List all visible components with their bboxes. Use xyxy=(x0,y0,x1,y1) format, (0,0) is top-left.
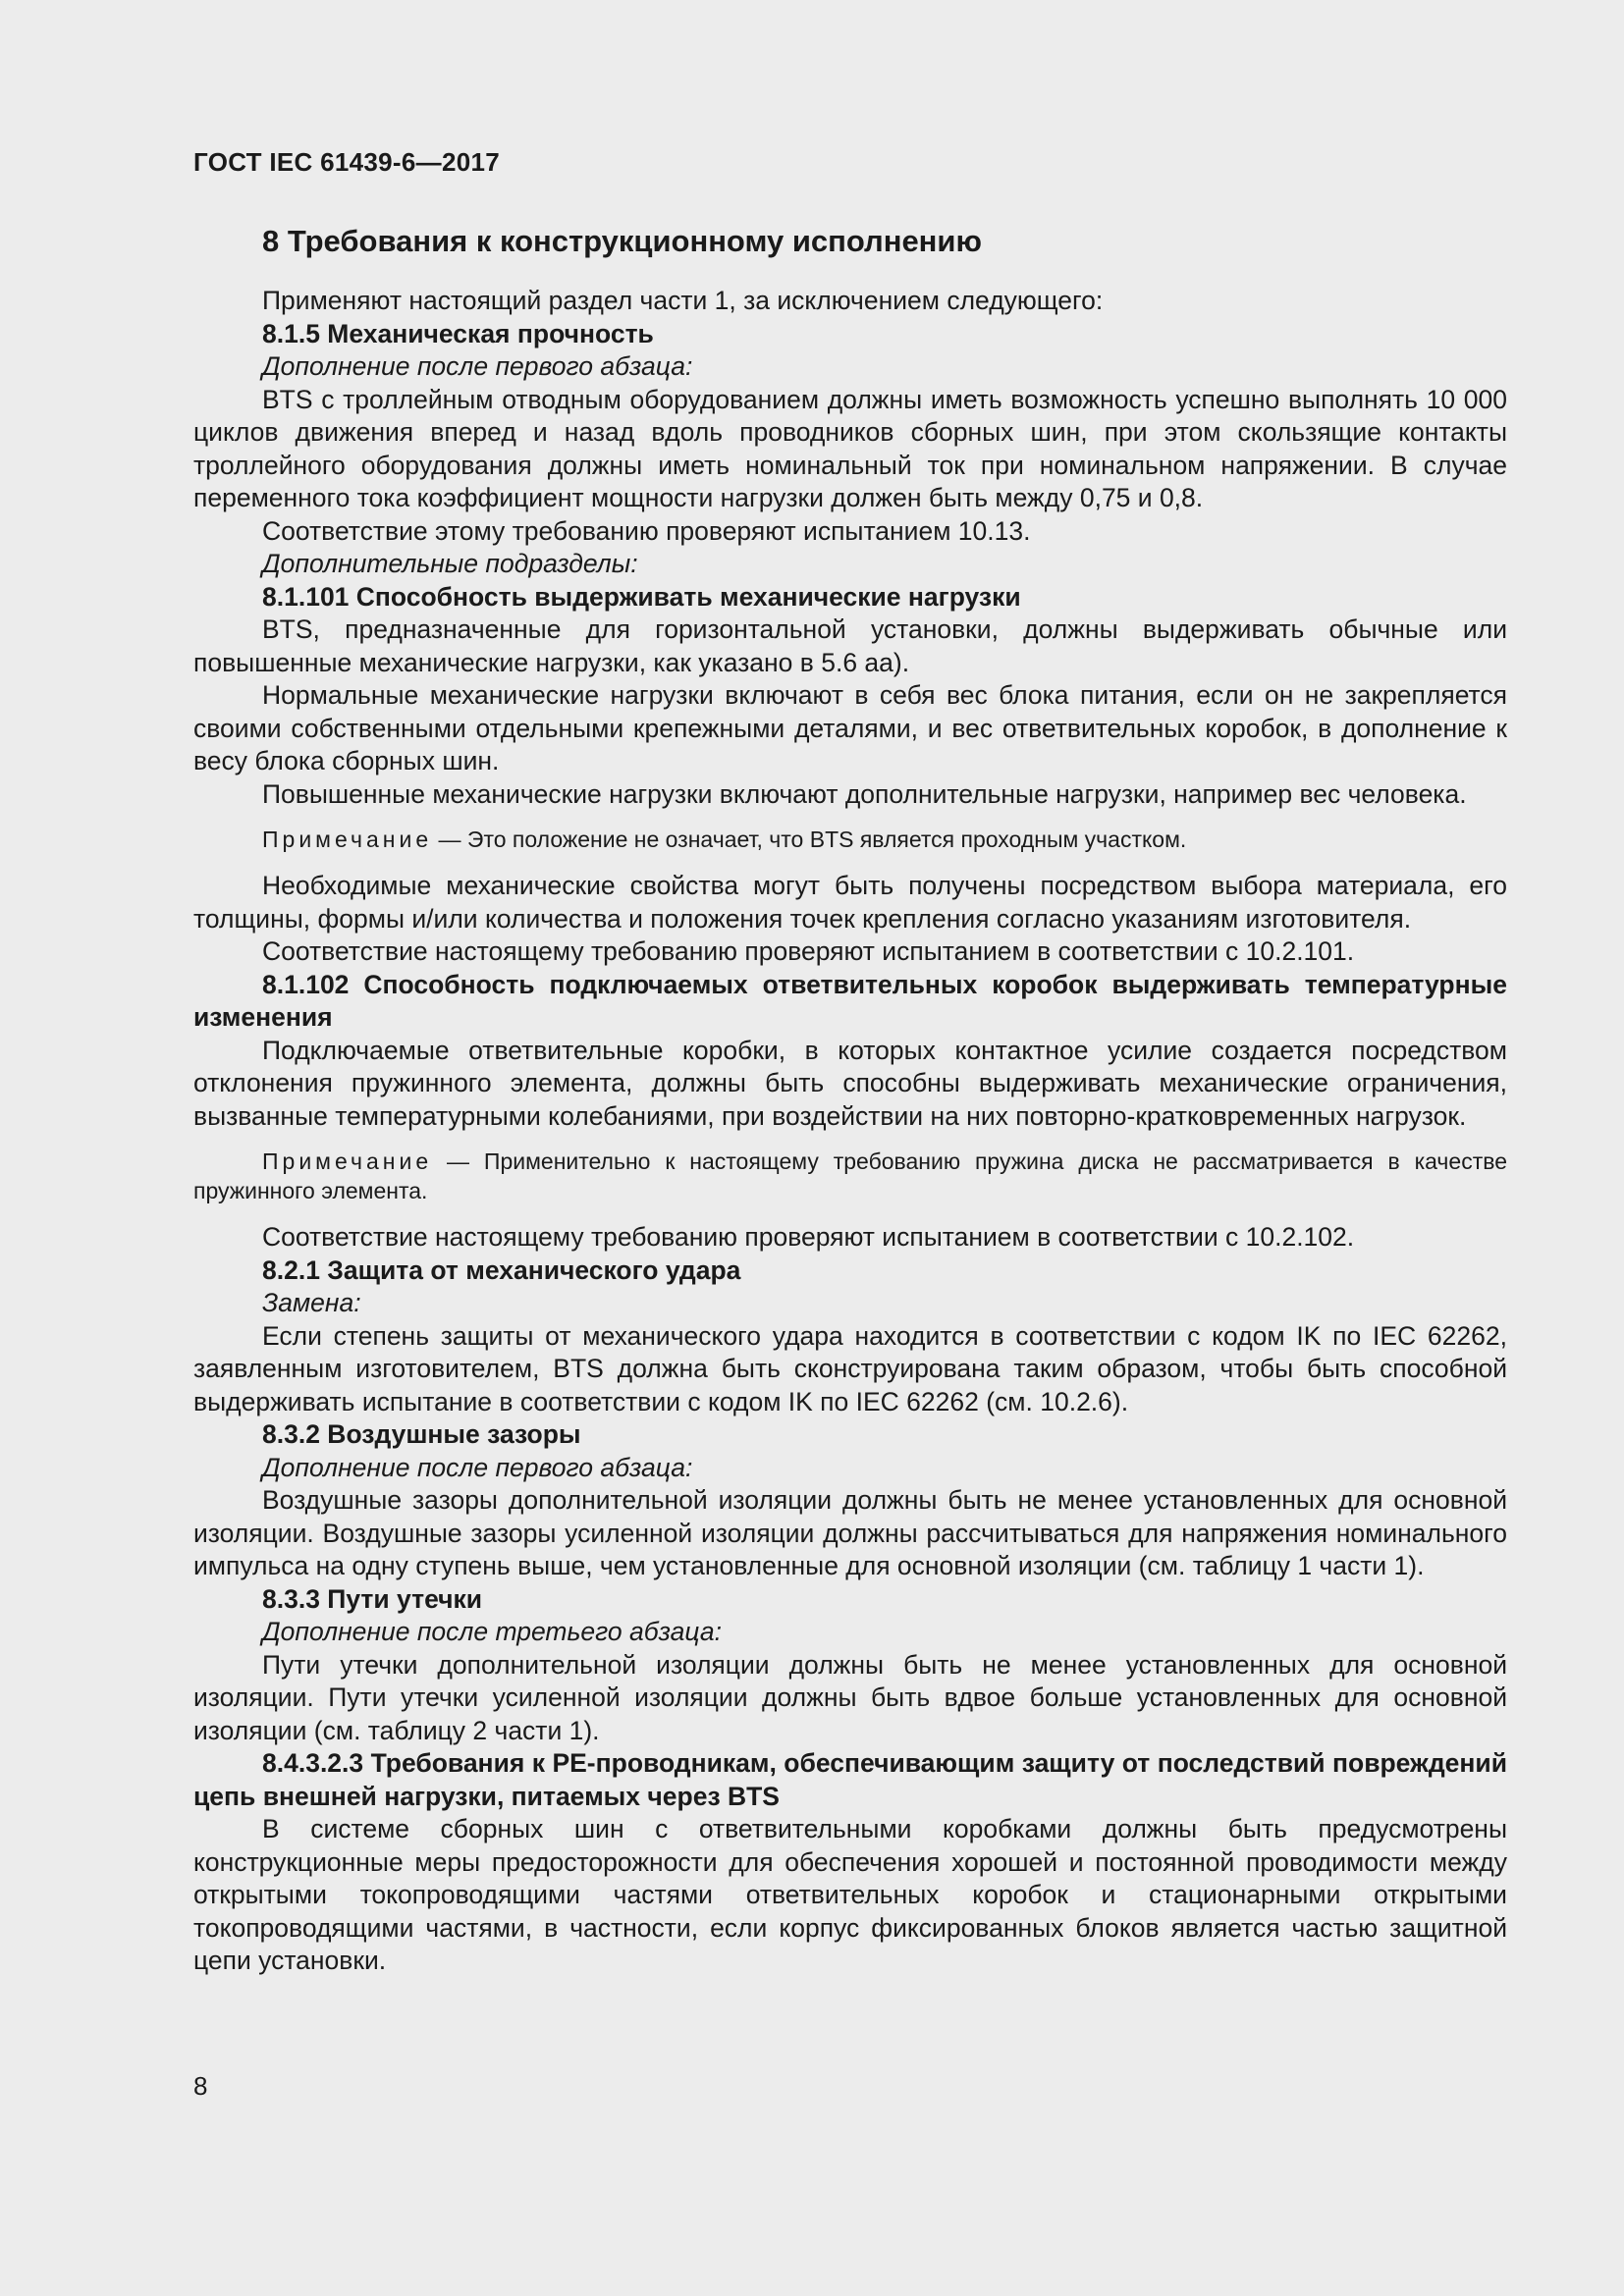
clause-heading: 8.1.101 Способность выдерживать механические нагрузки xyxy=(262,581,1021,612)
note xyxy=(193,1147,1507,1205)
clause-heading: 8.3.2 Воздушные зазоры xyxy=(262,1419,581,1449)
paragraph: Нормальные механические нагрузки включают в себя вес блока питания, если он не закрепляется своими собственными отдельными крепежными деталями, и вес ответвительных коробок, в дополнение к весу блока сборных шин. xyxy=(193,680,1507,775)
paragraph: Если степень защиты от механического удара находится в соответствии с кодом IK по IEC 62262, заявленным изготовителем, BTS должна быть сконструирована таким образом, чтобы быть способной выдерживать испытание в соответствии с кодом IK по IEC 62262 (см. 10.2.6). xyxy=(193,1320,1507,1416)
amendment-note: Дополнительные подразделы: xyxy=(262,549,638,578)
paragraph: Применяют настоящий раздел части 1, за исключением следующего: xyxy=(262,286,1104,315)
clause-heading: 8.1.102 Способность подключаемых ответвительных коробок выдерживать температурные изменения xyxy=(193,969,1507,1032)
paragraph: Соответствие настоящему требованию проверяют испытанием в соответствии с 10.2.101. xyxy=(262,936,1355,966)
paragraph: Повышенные механические нагрузки включают дополнительные нагрузки, например вес человека. xyxy=(262,778,1467,809)
clause-heading: 8.1.5 Механическая прочность xyxy=(262,318,654,348)
page-number: 8 xyxy=(193,2071,208,2101)
note-label: Примечание xyxy=(262,827,433,852)
amendment-note: Дополнение после первого абзаца: xyxy=(262,351,693,381)
document-header: ГОСТ IEC 61439-6—2017 xyxy=(193,147,500,177)
document-body xyxy=(193,285,1507,1978)
paragraph: Подключаемые ответвительные коробки, в которых контактное усилие создается посредством отклонения пружинного элемента, должны быть способны выдерживать механические ограничения, вызванные температурными колебаниями, при воздействии на них повторно-кратковременных нагрузок. xyxy=(193,1035,1507,1131)
note-text: — Применительно к настоящему требованию пружина диска не рассматривается в качестве пружинного элемента. xyxy=(193,1148,1507,1203)
paragraph: BTS с троллейным отводным оборудованием должны иметь возможность успешно выполнять 10 000 циклов движения вперед и назад вдоль проводников сборных шин, при этом скользящие контакты троллейного оборудования должны иметь номинальный ток при номинальном напряжении. В случае переменного тока коэффициент мощности нагрузки должен быть между 0,75 и 0,8. xyxy=(193,384,1507,512)
clause-heading: 8.4.3.2.3 Требования к PE-проводникам, обеспечивающим защиту от последствий повреждений цепь внешней нагрузки, питаемых через BTS xyxy=(193,1748,1507,1811)
section-title: 8 Требования к конструкционному исполнению xyxy=(262,224,982,258)
paragraph: Необходимые механические свойства могут быть получены посредством выбора материала, его толщины, формы и/или количества и положения точек крепления согласно указаниям изготовителя. xyxy=(193,871,1507,934)
paragraph: В системе сборных шин с ответвительными коробками должны быть предусмотрены конструкционные меры предосторожности для обеспечения хорошей и постоянной проводимости между открытыми токопроводящими частями ответвительных коробок и стационарными открытыми токопроводящими частями, в частности, если корпус фиксированных блоков является частью защитной цепи установки. xyxy=(193,1814,1507,1975)
clause-heading: 8.2.1 Защита от механического удара xyxy=(262,1255,741,1285)
amendment-note: Дополнение после первого абзаца: xyxy=(262,1452,693,1482)
amendment-note: Замена: xyxy=(262,1288,361,1317)
note xyxy=(193,825,1507,854)
paragraph: Соответствие этому требованию проверяют испытанием 10.13. xyxy=(262,515,1031,546)
clause-heading: 8.3.3 Пути утечки xyxy=(262,1583,483,1614)
paragraph: BTS, предназначенные для горизонтальной установки, должны выдерживать обычные или повышенные механические нагрузки, как указано в 5.6 аа). xyxy=(193,614,1507,677)
paragraph: Пути утечки дополнительной изоляции должны быть не менее установленных для основной изоляции. Пути утечки усиленной изоляции должны быть вдвое больше установленных для основной изоляции (см. таблицу 2 части 1). xyxy=(193,1649,1507,1745)
paragraph: Воздушные зазоры дополнительной изоляции должны быть не менее установленных для основной изоляции. Воздушные зазоры усиленной изоляции должны рассчитываться для напряжения номинального импульса на одну ступень выше, чем установленные для основной изоляции (см. таблицу 1 части 1). xyxy=(193,1485,1507,1580)
amendment-note: Дополнение после третьего абзаца: xyxy=(262,1617,722,1646)
note-text: — Это положение не означает, что BTS является проходным участком. xyxy=(432,827,1187,852)
paragraph: Соответствие настоящему требованию проверяют испытанием в соответствии с 10.2.102. xyxy=(262,1222,1355,1252)
note-label: Примечание xyxy=(262,1148,433,1174)
